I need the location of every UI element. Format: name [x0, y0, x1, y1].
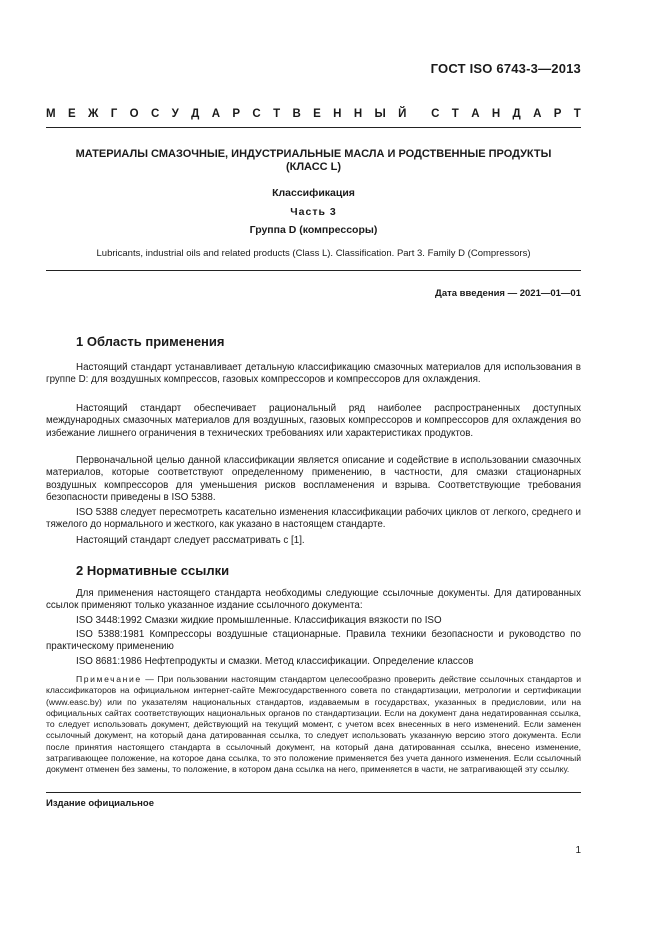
interstate-banner-letter: Ы: [374, 108, 386, 120]
interstate-banner-letter: Е: [67, 108, 76, 120]
section-1-heading: 1 Область применения: [76, 334, 225, 349]
normative-reference: ISO 8681:1986 Нефтепродукты и смазки. Метод классификации. Определение классов: [76, 656, 474, 667]
interstate-banner-letter: Т: [273, 108, 281, 120]
interstate-banner-letter: Ж: [87, 108, 99, 120]
section-2-heading: 2 Нормативные ссылки: [76, 563, 230, 578]
interstate-banner-letter: В: [292, 108, 301, 120]
interstate-banner-letter: С: [150, 108, 160, 120]
interstate-banner-letter: Д: [512, 108, 521, 120]
part-heading: Часть 3: [290, 206, 337, 218]
interstate-banner-letter: Г: [110, 108, 118, 120]
interstate-banner-letter: У: [171, 108, 179, 120]
page-number: 1: [575, 845, 581, 856]
introduction-date: Дата введения — 2021—01—01: [435, 288, 581, 299]
normative-reference: ISO 3448:1992 Смазки жидкие промышленные. Классификация вязкости по ISO: [76, 615, 442, 626]
note-paragraph: [46, 674, 581, 776]
normative-reference: ISO 5388:1981 Компрессоры воздушные стационарные. Правила техники безопасности и руководство по практическому применению: [46, 629, 581, 653]
section-2-intro: Для применения настоящего стандарта необходимы следующие ссылочные документы. Для датированных ссылок применяют только указанное издание ссылочного документа:: [46, 588, 581, 612]
note-text: — При пользовании настоящим стандартом целесообразно проверить действие ссылочных стандартов и классификаторов на официальном интернет-сайте Межгосударственного совета по стандартизации, метрологии и сертификации (www.easc.by) или по указателям национальных стандартов, издаваемым в государствах, указанных в предисловии, или на официальных сайтах соответствующих национальных органов по стандартизации. Если на документ дана недатированная ссылка, то следует использовать документ, действующий на текущий момент, с учетом всех внесенных в него изменений. Если заменен ссылочный документ, на который дана датированная ссылка, то следует использовать указанную версию этого документа. Если после принятия настоящего стандарта в ссылочный документ, на который дана датированная ссылка, внесено изменение, затрагивающее положение, на которое дана ссылка, то это положение применяется без учета данного изменения. Если ссылочный документ отменен без замены, то положение, в котором дана ссылка на него, применяется в части, не затрагивающей эту ссылку.: [46, 674, 581, 775]
section-1-paragraph: Настоящий стандарт обеспечивает рациональный ряд наиболее распространенных доступных международных смазочных материалов для воздушных, газовых компрессоров и компрессоров для охлаждения во избежание лишнего ограничения в технических требованиях или характеристиках продуктов.: [46, 403, 581, 439]
interstate-banner-letter: А: [211, 108, 221, 120]
note-label: Примечание: [76, 674, 142, 684]
document-title-line2: (КЛАСС L): [285, 161, 342, 173]
interstate-banner-letter: А: [533, 108, 542, 120]
document-title-line1: МАТЕРИАЛЫ СМАЗОЧНЫЕ, ИНДУСТРИАЛЬНЫЕ МАСЛА И РОДСТВЕННЫЕ ПРОДУКТЫ: [75, 148, 552, 160]
interstate-banner-letter: С: [431, 108, 440, 120]
interstate-banner-letter: А: [471, 108, 480, 120]
footer-rule: [46, 792, 581, 793]
interstate-banner-letter: Т: [573, 108, 581, 120]
interstate-banner-letter: Н: [333, 108, 342, 120]
title-rule: [46, 270, 581, 271]
document-code: ГОСТ ISO 6743-3—2013: [430, 61, 581, 76]
interstate-banner-letter: Й: [398, 108, 407, 120]
interstate-banner-letter: Д: [191, 108, 200, 120]
interstate-banner-letter: С: [252, 108, 261, 120]
interstate-banner-letter: Р: [553, 108, 562, 120]
interstate-standard-banner: [46, 108, 581, 120]
edition-label: Издание официальное: [46, 798, 154, 809]
group-heading: Группа D (компрессоры): [249, 224, 378, 236]
interstate-banner-letter: Е: [313, 108, 321, 120]
section-1-paragraph: Первоначальной целью данной классификации является описание и содействие в использовании смазочных материалов, которые соответствуют определенному применению, в частности, для смазки стационарных воздушных компрессоров для уменьшения рисков воспламенения и взрыва. Соответствующие требования безопасности приведены в ISO 5388.: [46, 455, 581, 503]
classification-heading: Классификация: [272, 187, 355, 199]
interstate-banner-letter: М: [46, 108, 56, 120]
interstate-banner-letter: Р: [232, 108, 241, 120]
section-1-paragraph: Настоящий стандарт следует рассматривать с [1].: [76, 535, 305, 546]
english-title: Lubricants, industrial oils and related products (Class L). Classification. Part 3. Family D (Compressors): [96, 248, 531, 259]
section-1-paragraph: Настоящий стандарт устанавливает детальную классификацию смазочных материалов для использования в группе D: для воздушных компрессов, газовых компрессоров и компрессоров для охлаждения.: [46, 362, 581, 386]
interstate-banner-letter: О: [129, 108, 139, 120]
interstate-banner-letter: Н: [353, 108, 363, 120]
header-rule: [46, 127, 581, 128]
interstate-banner-letter: Н: [491, 108, 501, 120]
interstate-banner-letter: Т: [451, 108, 459, 120]
section-1-paragraph: ISO 5388 следует пересмотреть касательно изменения классификации рабочих циклов от легкого, среднего и тяжелого до нормального и жесткого, как указано в настоящем стандарте.: [46, 507, 581, 531]
